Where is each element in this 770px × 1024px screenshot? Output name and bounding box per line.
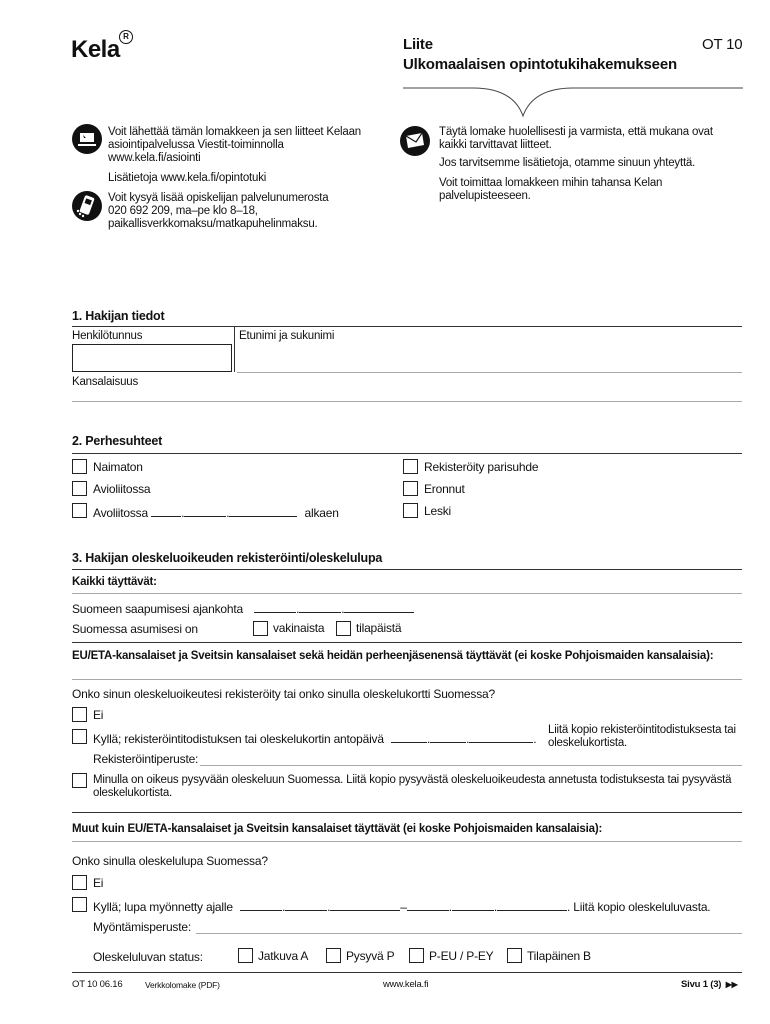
other-heading-rule xyxy=(72,841,742,842)
cohabiting-label: Avoliitossa xyxy=(93,506,148,520)
section1-title: 1. Hakijan tiedot xyxy=(72,309,165,323)
reg-basis-label: Rekisteröintiperuste: xyxy=(93,752,199,766)
header-title-line1: Liite xyxy=(403,36,433,53)
eu-date-year[interactable] xyxy=(469,730,533,743)
eu-rule xyxy=(72,642,742,643)
status-p-label: Pysyvä P xyxy=(346,949,395,963)
status-peu-label: P-EU / P-EY xyxy=(429,949,494,963)
status-b-checkbox[interactable] xyxy=(507,948,522,963)
phone-icon xyxy=(72,190,102,222)
kela-logo xyxy=(71,32,129,64)
section2-rule xyxy=(72,453,742,454)
section3-title: 3. Hakijan oleskeluoikeuden rekisteröinti/oleskelulupa xyxy=(72,551,383,565)
logo-text: Kela xyxy=(71,36,120,63)
eu-heading: EU/ETA-kansalaiset ja Sveitsin kansalaiset sekä heidän perheenjäsenensä täyttävät (ei koske Pohjoismaiden kansalaisia): xyxy=(72,650,714,662)
married-checkbox[interactable] xyxy=(72,481,87,496)
eu-date-day[interactable] xyxy=(391,730,427,743)
permanent-label: vakinaista xyxy=(273,621,325,635)
permit-from-month[interactable] xyxy=(285,898,327,911)
other-no-checkbox[interactable] xyxy=(72,875,87,890)
widow-checkbox[interactable] xyxy=(403,503,418,518)
other-rule xyxy=(72,812,742,813)
temporary-checkbox[interactable] xyxy=(336,621,351,636)
divorced-checkbox[interactable] xyxy=(403,481,418,496)
grant-basis-input[interactable] xyxy=(196,933,742,934)
other-heading: Muut kuin EU/ETA-kansalaiset ja Sveitsin kansalaiset täyttävät (ei koske Pohjoismaiden kansalaisia): xyxy=(72,823,603,835)
registered-partnership-label: Rekisteröity parisuhde xyxy=(424,460,539,474)
status-a-checkbox[interactable] xyxy=(238,948,253,963)
nationality-label: Kansalaisuus xyxy=(72,376,139,388)
living-label: Suomessa asumisesi on xyxy=(72,622,198,636)
eu-permanent-checkbox[interactable] xyxy=(72,773,87,788)
nationality-input[interactable] xyxy=(72,401,742,402)
all-fill-rule xyxy=(72,593,742,594)
cohabiting-date-year[interactable] xyxy=(229,504,297,517)
mail-icon xyxy=(400,126,430,156)
ssn-input[interactable] xyxy=(72,344,232,372)
eu-question: Onko sinun oleskeluoikeutesi rekisteröity tai onko sinulla oleskelukortti Suomessa? xyxy=(72,687,495,701)
info-left-more: Lisätietoja www.kela.fi/opintotuki xyxy=(108,172,267,184)
eu-yes-row: Kyllä; rekisteröintitodistuksen tai oleskelukortin antopäivä . . . xyxy=(93,732,537,746)
info-left-text2: Voit kysyä lisää opiskelijan palvelunumerosta 020 692 209, ma–pe klo 8–18, paikallisverkkomaksu/matkapuhelinmaksu. xyxy=(108,192,329,230)
section2-title: 2. Perhesuhteet xyxy=(72,434,163,448)
permit-to-year[interactable] xyxy=(497,898,567,911)
other-question: Onko sinulla oleskelulupa Suomessa? xyxy=(72,854,268,868)
section3-rule xyxy=(72,569,742,570)
arrival-date-year[interactable] xyxy=(344,600,414,613)
status-a-label: Jatkuva A xyxy=(258,949,309,963)
info-right-p1: Täytä lomake huolellisesti ja varmista, että mukana ovat kaikki tarvittavat liitteet. xyxy=(439,126,713,151)
eu-yes-checkbox[interactable] xyxy=(72,729,87,744)
other-yes-label: Kyllä; lupa myönnetty ajalle xyxy=(93,900,233,914)
name-label: Etunimi ja sukunimi xyxy=(239,330,335,342)
all-fill-label: Kaikki täyttävät: xyxy=(72,576,157,588)
unmarried-checkbox[interactable] xyxy=(72,459,87,474)
other-attach-note: Liitä kopio oleskeluluvasta. xyxy=(573,900,711,914)
eu-heading-rule xyxy=(72,679,742,680)
header-title-line2: Ulkomaalaisen opintotukihakemukseen xyxy=(403,56,677,73)
married-label: Avioliitossa xyxy=(93,482,151,496)
computer-icon xyxy=(72,124,102,154)
permit-to-day[interactable] xyxy=(407,898,449,911)
info-right-p2: Jos tarvitsemme lisätietoja, otamme sinuun yhteyttä. xyxy=(439,157,696,169)
section1-rule xyxy=(72,326,742,327)
status-p-checkbox[interactable] xyxy=(326,948,341,963)
registered-partnership-checkbox[interactable] xyxy=(403,459,418,474)
other-yes-checkbox[interactable] xyxy=(72,897,87,912)
arrival-date-month[interactable] xyxy=(299,600,341,613)
cohabiting-date-month[interactable] xyxy=(184,504,226,517)
other-no-label: Ei xyxy=(93,876,104,890)
footer-rule xyxy=(72,972,742,973)
permit-to-month[interactable] xyxy=(452,898,494,911)
logo-mark-icon: R xyxy=(119,30,133,44)
eu-no-checkbox[interactable] xyxy=(72,707,87,722)
ssn-field-divider xyxy=(234,326,235,372)
footer-page xyxy=(681,979,738,990)
temporary-label: tilapäistä xyxy=(356,621,402,635)
divorced-label: Eronnut xyxy=(424,482,465,496)
eu-no-label: Ei xyxy=(93,708,104,722)
info-right-p3: Voit toimittaa lomakkeen mihin tahansa Kelan palvelupisteeseen. xyxy=(439,177,663,202)
cohabiting-date-day[interactable] xyxy=(151,504,181,517)
footer-type: Verkkolomake (PDF) xyxy=(145,980,220,990)
status-peu-checkbox[interactable] xyxy=(409,948,424,963)
arrival-date-day[interactable] xyxy=(254,600,296,613)
permanent-checkbox[interactable] xyxy=(253,621,268,636)
status-label: Oleskeluluvan status: xyxy=(93,950,203,964)
info-left-text1: Voit lähettää tämän lomakkeen ja sen liitteet Kelaan asiointipalvelussa Viestit-toiminnolla www.kela.fi/asiointi xyxy=(108,126,361,164)
grant-basis-label: Myöntämisperuste: xyxy=(93,920,191,934)
permit-from-year[interactable] xyxy=(330,898,400,911)
footer-page-label: Sivu 1 (3) xyxy=(681,979,722,990)
ssn-label: Henkilötunnus xyxy=(72,330,143,342)
cohabiting-checkbox[interactable] xyxy=(72,503,87,518)
other-yes-row: Kyllä; lupa myönnetty ajalle . . – . . . Liitä kopio oleskeluluvasta. xyxy=(93,900,711,914)
eu-attach-note: Liitä kopio rekisteröintitodistuksesta tai oleskelukortista. xyxy=(548,724,736,749)
eu-yes-label: Kyllä; rekisteröintitodistuksen tai oleskelukortin antopäivä xyxy=(93,732,384,746)
reg-basis-input[interactable] xyxy=(200,765,742,766)
name-input[interactable] xyxy=(237,372,742,373)
cohabiting-row: Avoliitossa . . alkaen xyxy=(93,506,339,520)
arrival-label: Suomeen saapumisesi ajankohta xyxy=(72,602,243,616)
next-page-icon: ▶▶ xyxy=(725,980,738,989)
header-divider xyxy=(403,84,743,124)
form-code: OT 10 xyxy=(702,36,743,53)
unmarried-label: Naimaton xyxy=(93,460,143,474)
eu-date-month[interactable] xyxy=(430,730,466,743)
footer-site: www.kela.fi xyxy=(383,979,429,990)
since-label: alkaen xyxy=(304,506,339,520)
permit-from-day[interactable] xyxy=(240,898,282,911)
eu-permanent-label: Minulla on oikeus pysyvään oleskeluun Suomessa. Liitä kopio pysyvästä oleskeluoikeudesta annetusta todistuksesta tai pysyvästä oleskelukortista. xyxy=(93,774,732,799)
arrival-row: Suomeen saapumisesi ajankohta . . xyxy=(72,600,414,616)
status-b-label: Tilapäinen B xyxy=(527,949,591,963)
widow-label: Leski xyxy=(424,504,452,518)
footer-code: OT 10 06.16 xyxy=(72,979,123,990)
